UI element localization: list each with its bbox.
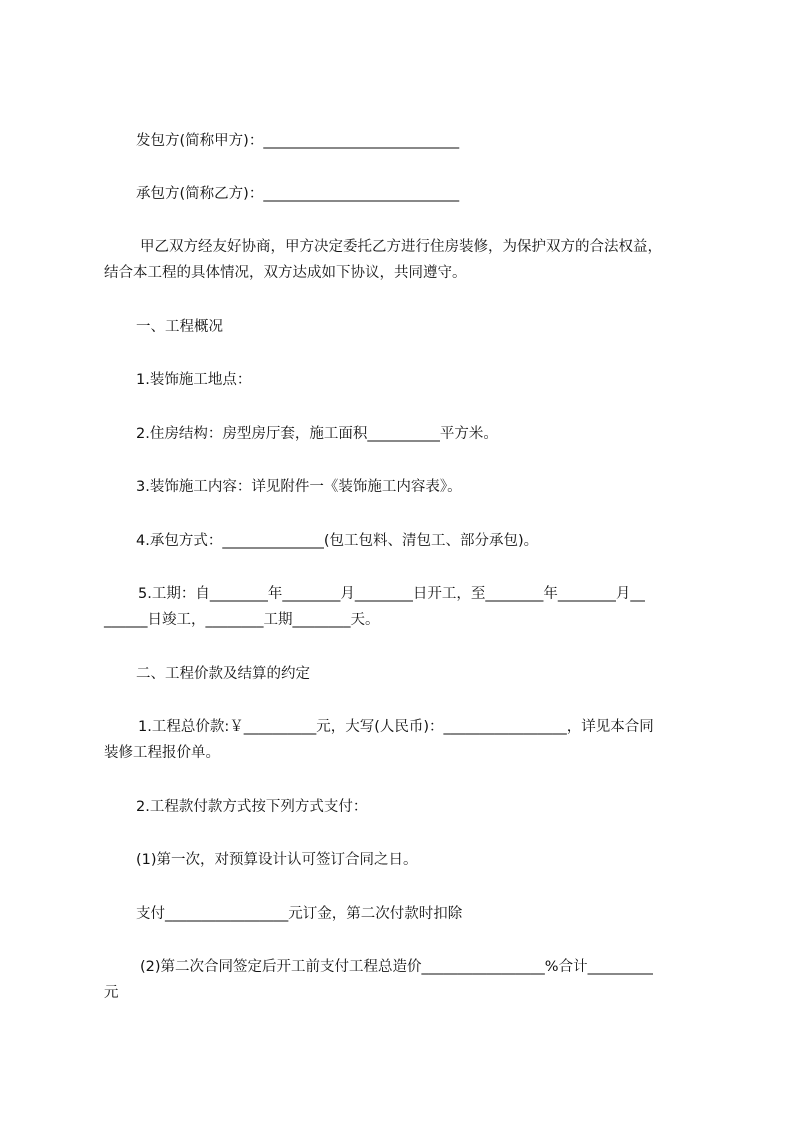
section-heading-overview: 一、工程概况 (136, 319, 223, 335)
item-total-price-line-2: 装修工程报价单。 (104, 745, 220, 761)
party-a-line: 发包方(简称甲方)：___________________________ (136, 133, 460, 149)
item-payment-method: 2.工程款付款方式按下列方式支付： (136, 799, 368, 815)
party-b-line: 承包方(简称乙方)：___________________________ (136, 186, 460, 202)
item-construction-period-line-1: 5.工期：自________年________月________日开工，至________年________月__ (138, 586, 645, 602)
item-contract-method: 4.承包方式：______________(包工包料、清包工、部分承包)。 (136, 533, 539, 549)
item-total-price-line-1: 1.工程总价款:￥__________元，大写(人民币)：_________________，详见本合同 (138, 719, 654, 735)
payment-second-installment-line-1: (2)第二次合同签定后开工前支付工程总造价_________________%合计_________ (140, 959, 653, 975)
payment-first-installment: (1)第一次，对预算设计认可签订合同之日。 (136, 852, 418, 868)
item-construction-location: 1.装饰施工地点： (136, 372, 252, 388)
intro-paragraph-line-2: 结合本工程的具体情况，双方达成如下协议，共同遵守。 (104, 265, 467, 281)
item-housing-structure: 2.住房结构：房型房厅套，施工面积__________平方米。 (136, 426, 498, 442)
payment-deposit-line: 支付_________________元订金，第二次付款时扣除 (136, 906, 463, 922)
payment-second-installment-line-2: 元 (104, 985, 119, 1001)
intro-paragraph-line-1: 甲乙双方经友好协商，甲方决定委托乙方进行住房装修，为保护双方的合法权益， (140, 239, 662, 255)
item-construction-period-line-2: ______日竣工，________工期________天。 (104, 612, 380, 628)
section-heading-price-settlement: 二、工程价款及结算的约定 (136, 666, 310, 682)
item-construction-content: 3.装饰施工内容：详见附件一《装饰施工内容表》。 (136, 479, 462, 495)
